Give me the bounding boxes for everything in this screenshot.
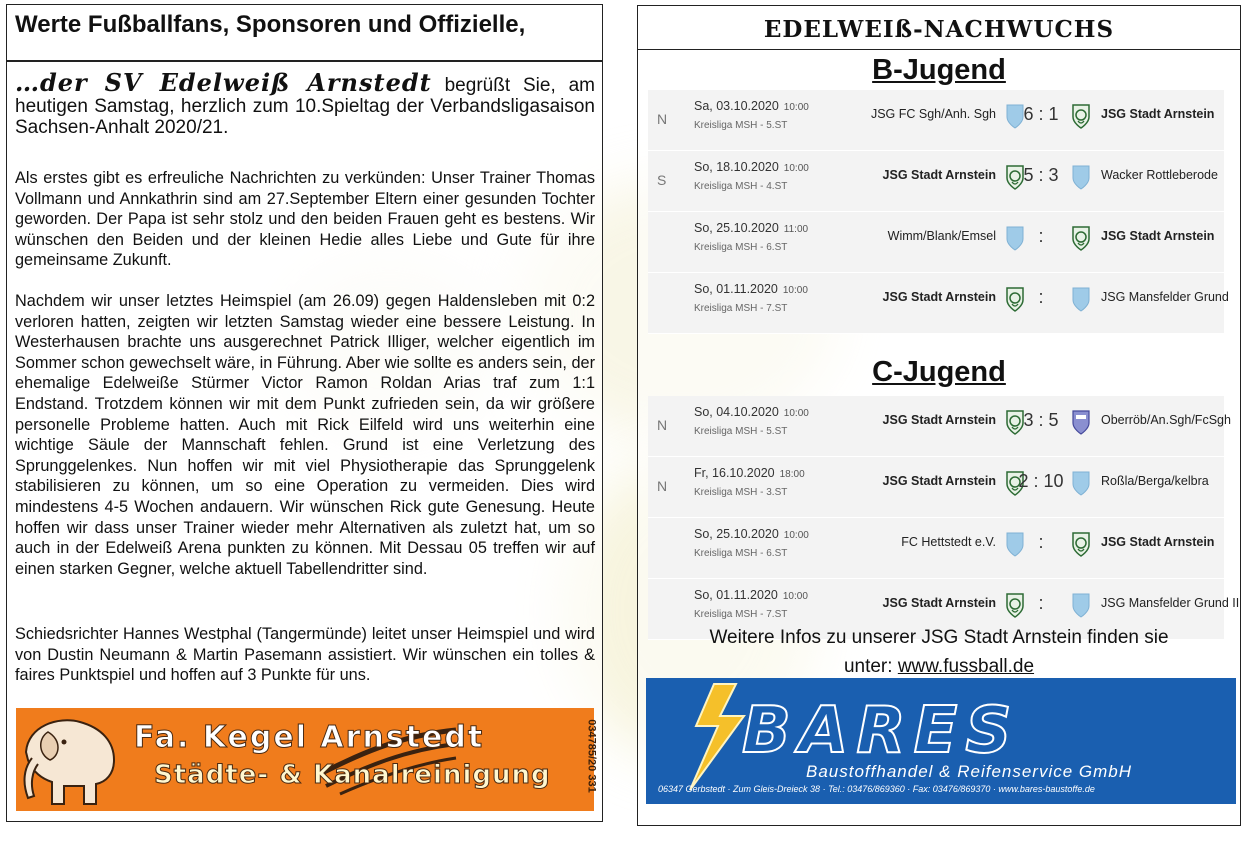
away-team[interactable]: JSG Stadt Arnstein xyxy=(1101,535,1215,549)
b-jugend-match-list xyxy=(648,90,1229,334)
match-row[interactable] xyxy=(648,273,1229,334)
sponsor-kegel-banner xyxy=(16,708,598,811)
match-date-text: So, 18.10.2020 xyxy=(694,160,779,174)
away-team[interactable]: Oberröb/An.Sgh/FcSgh xyxy=(1101,413,1231,427)
letter-body xyxy=(6,61,603,822)
more-info-prefix: unter: xyxy=(843,656,898,677)
match-score: 2 : 10 xyxy=(1018,471,1064,491)
paragraph-referees: Schiedsrichter Hannes Westphal (Tangermünde) leitet unser Heimspiel und wird von Dustin Neumann & Martin Pasemann assistiert. Wir wünschen ein tolles & faires Punktspiel und hoffen auf 3 Punkte für uns. xyxy=(15,625,595,685)
match-date-text: So, 04.10.2020 xyxy=(694,405,779,419)
home-team[interactable]: JSG Stadt Arnstein xyxy=(882,413,996,427)
away-team[interactable]: Wacker Rottleberode xyxy=(1101,168,1218,182)
crest-green-icon xyxy=(1071,225,1091,251)
sponsor-bares-address: 06347 Gerbstedt · Zum Gleis-Dreieck 38 · Tel.: 03476/869360 · Fax: 03476/869370 · www.bares-baustoffe.de xyxy=(658,784,1095,794)
match-row[interactable] xyxy=(648,457,1224,518)
shield-blue-icon xyxy=(1071,286,1091,312)
match-league: Kreisliga MSH - 6.ST xyxy=(694,242,788,253)
match-league: Kreisliga MSH - 4.ST xyxy=(694,181,788,192)
sponsor-bares-subtitle: Baustoffhandel & Reifenservice GmbH xyxy=(806,762,1133,781)
match-date-text: So, 01.11.2020 xyxy=(694,588,778,602)
club-name: …der SV Edelweiß Arnstedt xyxy=(15,68,432,97)
match-time: 11:00 xyxy=(783,224,809,235)
more-info-line2 xyxy=(638,652,1240,681)
match-date-text: So, 25.10.2020 xyxy=(694,527,779,541)
match-time: 10:00 xyxy=(783,163,809,174)
fussball-de-link[interactable]: www.fussball.de xyxy=(897,656,1035,677)
home-team[interactable]: JSG FC Sgh/Anh. Sgh xyxy=(870,107,996,121)
home-team[interactable]: FC Hettstedt e.V. xyxy=(901,535,996,549)
youth-panel-title: EDELWEIß-NACHWUCHS xyxy=(638,6,1240,50)
match-date xyxy=(694,99,809,113)
paragraph-match-report: Nachdem wir unser letztes Heimspiel (am 26.09) gegen Haldensleben mit 0:2 verloren hatten, zeigten wir letzten Samstag wieder eine bessere Leistung. In Westerhausen brachte uns ausgerechnet Patrick Illiger, welcher eigentlich im Sommer schon gewechselt wäre, in Führung. Aber wie sollte es anders sein, der ehemalige Edelweiße Stürmer Victor Ramon Roldan Arias traf zum 1:1 Endstand. Trotzdem können wir mit dem Punkt zufrieden sein, da wir größere personelle Probleme hatten. Auch mit Rick Eilfeld wird uns weiterhin eine wichtige Säule der Mannschaft fehlen. Grund ist eine Verletzung des Sprunggelenkes. Nun hoffen wir mit viel Physiotherapie das Sprunggelenk stabilisieren zu können, um so eine Operation zu vermeiden. Dies wird mindestens 4-5 Wochen andauern. Wir wünschen Rick gute Genesung. Heute hoffen wir dass unser Trainer wieder mehr Alternativen als zuletzt hat, um so auch in der Edelweiß Arena punkten zu können. Mit Dessau 05 treffen wir auf einen starken Gegner, welche aktuell Tabellendritter sind. xyxy=(15,292,595,578)
match-league: Kreisliga MSH - 6.ST xyxy=(694,548,788,559)
sponsor-bares-banner xyxy=(646,678,1236,804)
away-team[interactable]: Roßla/Berga/kelbra xyxy=(1101,474,1209,488)
match-code: N xyxy=(657,478,668,494)
match-league: Kreisliga MSH - 3.ST xyxy=(694,487,788,498)
match-date xyxy=(694,588,808,602)
match-date-text: Sa, 03.10.2020 xyxy=(694,99,779,113)
c-jugend-match-list xyxy=(648,396,1240,640)
match-time: 18:00 xyxy=(779,469,805,480)
match-score: : xyxy=(1038,287,1044,307)
match-score: 6 : 1 xyxy=(1023,104,1059,124)
home-team[interactable]: Wimm/Blank/Emsel xyxy=(887,229,996,243)
crest-green-icon xyxy=(1071,531,1091,557)
away-team[interactable]: JSG Stadt Arnstein xyxy=(1101,107,1215,121)
crest-purple-icon xyxy=(1071,409,1091,435)
match-date xyxy=(694,405,809,419)
match-time: 10:00 xyxy=(782,591,808,602)
c-jugend-title: C-Jugend xyxy=(872,356,1006,388)
match-league: Kreisliga MSH - 5.ST xyxy=(694,120,788,131)
match-code: N xyxy=(657,417,668,433)
match-date-text: So, 25.10.2020 xyxy=(694,221,779,235)
more-info-line: Weitere Infos zu unserer JSG Stadt Arnstein finden sie xyxy=(709,627,1169,648)
elephant-logo-icon xyxy=(18,712,136,808)
intro-text xyxy=(15,68,596,138)
match-score: : xyxy=(1038,593,1044,613)
match-code: S xyxy=(657,172,667,188)
match-date xyxy=(694,466,805,480)
match-score: : xyxy=(1038,532,1044,552)
match-row[interactable] xyxy=(648,212,1224,273)
match-time: 10:00 xyxy=(783,530,809,541)
match-time: 10:00 xyxy=(783,408,809,419)
match-date-text: Fr, 16.10.2020 xyxy=(694,466,775,480)
greeting-header: Werte Fußballfans, Sponsoren und Offizielle, xyxy=(6,4,603,61)
match-time: 10:00 xyxy=(782,285,808,296)
shield-blue-icon xyxy=(1071,592,1091,618)
match-row[interactable] xyxy=(648,90,1224,151)
sponsor-kegel-service: Städte- & Kanalreinigung xyxy=(154,760,551,790)
sponsor-kegel-name: Fa. Kegel Arnstedt xyxy=(134,720,485,755)
match-date xyxy=(694,221,808,235)
match-date xyxy=(694,527,809,541)
match-league: Kreisliga MSH - 5.ST xyxy=(694,426,788,437)
home-team[interactable]: JSG Stadt Arnstein xyxy=(882,290,996,304)
away-team[interactable]: JSG Stadt Arnstein xyxy=(1101,229,1215,243)
match-league: Kreisliga MSH - 7.ST xyxy=(694,303,788,314)
match-row[interactable] xyxy=(648,518,1224,579)
match-date xyxy=(694,160,809,174)
b-jugend-title: B-Jugend xyxy=(872,54,1006,86)
away-team[interactable]: JSG Mansfelder Grund II xyxy=(1101,596,1240,610)
match-time: 10:00 xyxy=(783,102,809,113)
match-score: 5 : 3 xyxy=(1023,165,1059,185)
match-row[interactable] xyxy=(648,396,1231,457)
sponsor-bares-name: BARES xyxy=(742,694,1020,768)
match-code: N xyxy=(657,111,668,127)
home-team[interactable]: JSG Stadt Arnstein xyxy=(882,474,996,488)
paragraph-birth-news: Als erstes gibt es erfreuliche Nachrichten zu verkünden: Unser Trainer Thomas Vollmann und Annkathrin sind am 27.September Eltern einer gesunden Tochter geworden. Der Papa ist sehr stolz und den beiden Frauen geht es bestens. Wir wünschen den Beiden und der kleinen Hedie alles Liebe und Gute für ihre gemeinsame Zukunft. xyxy=(15,169,595,270)
home-team[interactable]: JSG Stadt Arnstein xyxy=(882,596,996,610)
intro-rest: begrüßt Sie, am heutigen Samstag, herzlich zum 10.Spieltag der Verbandsligasaison Sachsen-Anhalt 2020/21. xyxy=(15,75,596,138)
match-score: 3 : 5 xyxy=(1023,410,1059,430)
match-date xyxy=(694,282,808,296)
shield-blue-icon xyxy=(1071,470,1091,496)
sponsor-kegel-phone: 034785/20 331 xyxy=(585,719,598,793)
match-date-text: So, 01.11.2020 xyxy=(694,282,778,296)
crest-green-icon xyxy=(1071,103,1091,129)
youth-panel xyxy=(637,5,1241,826)
home-team[interactable]: JSG Stadt Arnstein xyxy=(882,168,996,182)
shield-blue-icon xyxy=(1071,164,1091,190)
match-score: : xyxy=(1038,226,1044,246)
away-team[interactable]: JSG Mansfelder Grund xyxy=(1101,290,1229,304)
match-row[interactable] xyxy=(648,151,1224,212)
more-info-text xyxy=(638,623,1240,681)
match-league: Kreisliga MSH - 7.ST xyxy=(694,609,788,620)
